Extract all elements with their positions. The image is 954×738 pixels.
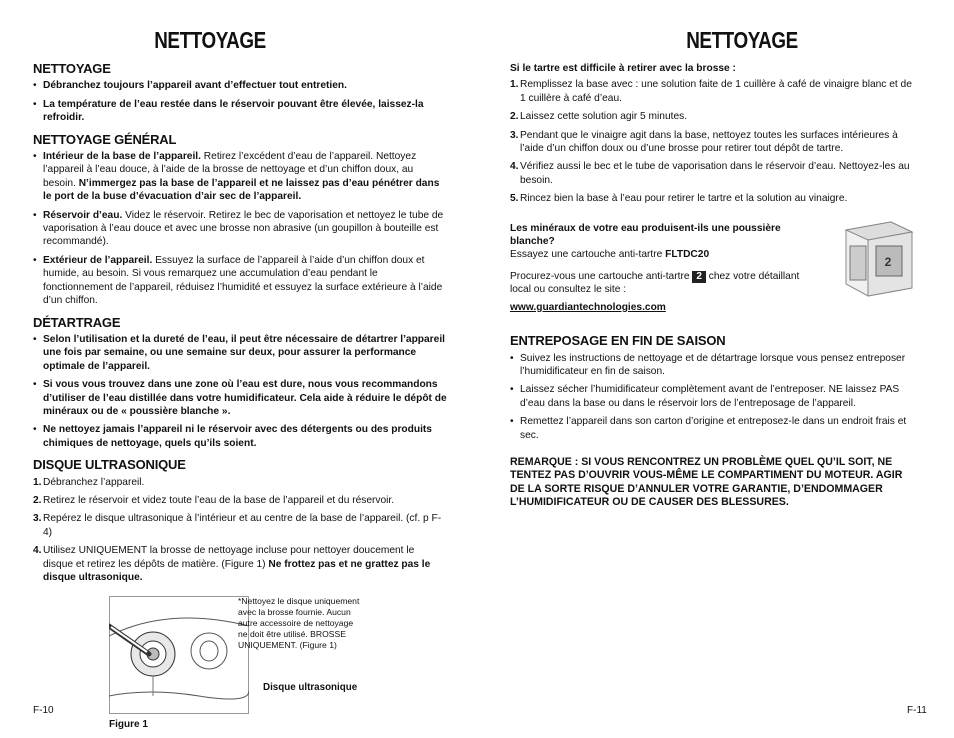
list-item: 2. Retirez le réservoir et videz toute l’eau de la base de l’appareil et du réservoir. xyxy=(33,494,395,506)
list-item: • Suivez les instructions de nettoyage et de détartrage lorsque vous pensez entreposer l’humidificateur en fin de saison. xyxy=(510,352,918,379)
minerals-question: Les minéraux de votre eau produisent-ils une poussière blanche? xyxy=(510,222,781,248)
list-item: • Remettez l’appareil dans son carton d’origine et entreposez-le dans un endroit frais et sec. xyxy=(510,415,918,442)
section-nettoyage xyxy=(33,62,447,125)
list-item: 1. Débranchez l’appareil. xyxy=(33,476,145,488)
section-detartrage xyxy=(33,316,447,451)
section-heading: ENTREPOSAGE EN FIN DE SAISON xyxy=(510,333,726,349)
page-number: F-11 xyxy=(907,705,927,716)
figure-callout: Disque ultrasonique xyxy=(263,682,358,694)
right-column xyxy=(510,62,918,510)
list-item: 1. Remplissez la base avec : une solution faite de 1 cuillère à café de vinaigre blanc et de 1 cuillère à café d’eau. xyxy=(510,79,912,104)
section-entreposage xyxy=(510,334,918,442)
list-item: 3. Repérez le disque ultrasonique à l’intérieur et au centre de la base de l’appareil. (cf. p F-4) xyxy=(33,513,442,538)
warning-note: REMARQUE : SI VOUS RENCONTREZ UN PROBLÈME QUEL QU’IL SOIT, NE TENTEZ PAS D’OUVRIR VOUS-MÊME LE COMPARTIMENT DU MOTEUR. AGIR DE LA SORTE RISQUE D’ANNULER VOTRE GARANTIE, D’ENDOMMAGER L’HUMIDIFICATEUR OU DE CAUSER DES BLESSURES. xyxy=(510,455,903,509)
list-item: 4. Vérifiez aussi le bec et le tube de vaporisation dans le réservoir d’eau. Nettoyez-les au besoin. xyxy=(510,161,910,186)
numbered-list xyxy=(33,476,447,585)
list-item: 5. Rincez bien la base à l’eau pour retirer le tartre et la solution au vinaigre. xyxy=(510,193,848,205)
left-column xyxy=(33,61,447,731)
list-item: • Laissez sécher l’humidificateur complètement avant de l’entreposer. NE laissez PAS d’eau dans la base ou dans le réservoir lors de l’entreposage de l’appareil. xyxy=(510,383,918,410)
svg-text:2: 2 xyxy=(884,254,892,269)
section-heading: NETTOYAGE GÉNÉRAL xyxy=(33,131,177,147)
list-item: 3. Pendant que le vinaigre agit dans la base, nettoyez toutes les surfaces intérieures à l’aide d’un chiffon doux ou d’une brosse pour retirer tout dépôt de tartre. xyxy=(510,129,898,155)
bullet-list xyxy=(33,333,447,450)
page-title: NETTOYAGE xyxy=(154,27,266,53)
list-item: • Ne nettoyez jamais l’appareil ni le réservoir avec des détergents ou des produits chimiques de nettoyage, quels qu’ils soient. xyxy=(33,423,447,450)
bullet-list xyxy=(33,79,447,124)
section-nettoyage-general xyxy=(33,133,447,308)
list-item: 2. Laissez cette solution agir 5 minutes. xyxy=(510,111,688,123)
page-number: F-10 xyxy=(33,705,54,716)
minerals-box xyxy=(510,222,918,314)
numbered-list xyxy=(510,78,918,205)
list-item: • Selon l’utilisation et la dureté de l’eau, il peut être nécessaire de détartrer l’appareil une fois par semaine, ou une semaine sur deux, pour assurer la performance optimale de l’appareil. xyxy=(33,333,447,373)
section-heading: DISQUE ULTRASONIQUE xyxy=(33,457,186,473)
bullet-list xyxy=(33,150,447,307)
ultrasonic-disc-illustration xyxy=(109,596,249,714)
list-item: • Intérieur de la base de l’appareil. Retirez l’excédent d’eau de l’appareil. Nettoyez l’appareil à l’eau douce, à l’aide de la brosse de nettoyage et d’un chiffon doux, au besoin. N’immergez pas la base de l’appareil et ne laissez pas d’eau pénétrer dans le port de la buse d’évacuation d’air sec de l’appareil. xyxy=(33,150,447,204)
list-item: • Réservoir d’eau. Videz le réservoir. Retirez le bec de vaporisation et nettoyez le tube de vaporisation à l’eau douce et avec une brosse non abrasive (un goupillon à bouteille est recommandé). xyxy=(33,209,447,249)
section-disque-ultrasonique xyxy=(33,458,447,584)
page-title: NETTOYAGE xyxy=(686,27,798,53)
section-heading: DÉTARTRAGE xyxy=(33,314,121,330)
two-badge: 2 xyxy=(692,271,706,283)
list-item: • Débranchez toujours l’appareil avant d’effectuer tout entretien. xyxy=(33,79,447,92)
minerals-get: Procurez-vous une cartouche anti-tartre 2 chez votre détaillant local ou consultez le site : xyxy=(510,270,800,296)
section-heading: NETTOYAGE xyxy=(33,61,111,76)
list-item: • Extérieur de l’appareil. Essuyez la surface de l’appareil à l’aide d’un chiffon doux et humide, au besoin. Si vous remarquez une accumulation d’eau pendant le fonctionnement de l’appareil, réduisez l’humidité et essuyez la surface extérieure à l’aide d’un chiffon. xyxy=(33,254,447,308)
cartridge-package-image xyxy=(836,218,918,298)
list-item: 4. Utilisez UNIQUEMENT la brosse de nettoyage incluse pour nettoyer doucement le disque et retirez les dépôts de matière. (Figure 1) Ne frottez pas et ne grattez pas le disque ultrasonique. xyxy=(33,545,431,583)
list-item: • La température de l’eau restée dans le réservoir pouvant être élevée, laissez-la refroidir. xyxy=(33,98,447,125)
figure-caption: Figure 1 xyxy=(109,719,148,731)
figure-note: *Nettoyez le disque uniquement avec la brosse fournie. Aucun autre accessoire de nettoyage ne doit être utilisé. BROSSE UNIQUEMENT. (Figure 1) xyxy=(238,596,360,651)
figure-1 xyxy=(33,596,447,731)
intro-text: Si le tartre est difficile à retirer avec la brosse : xyxy=(510,63,736,74)
list-item: • Si vous vous trouvez dans une zone où l’eau est dure, nous vous recommandons d’utiliser de l’eau distillée dans votre humidificateur. Cela aide à réduire le dépôt de minéraux ou de « poussière blanche ». xyxy=(33,378,447,418)
bullet-list xyxy=(510,352,918,442)
right-page xyxy=(477,0,954,738)
website-link[interactable]: www.guardiantechnologies.com xyxy=(510,301,666,313)
minerals-try: Essayez une cartouche anti-tartre FLTDC20 xyxy=(510,249,710,261)
minerals-text xyxy=(510,222,820,314)
